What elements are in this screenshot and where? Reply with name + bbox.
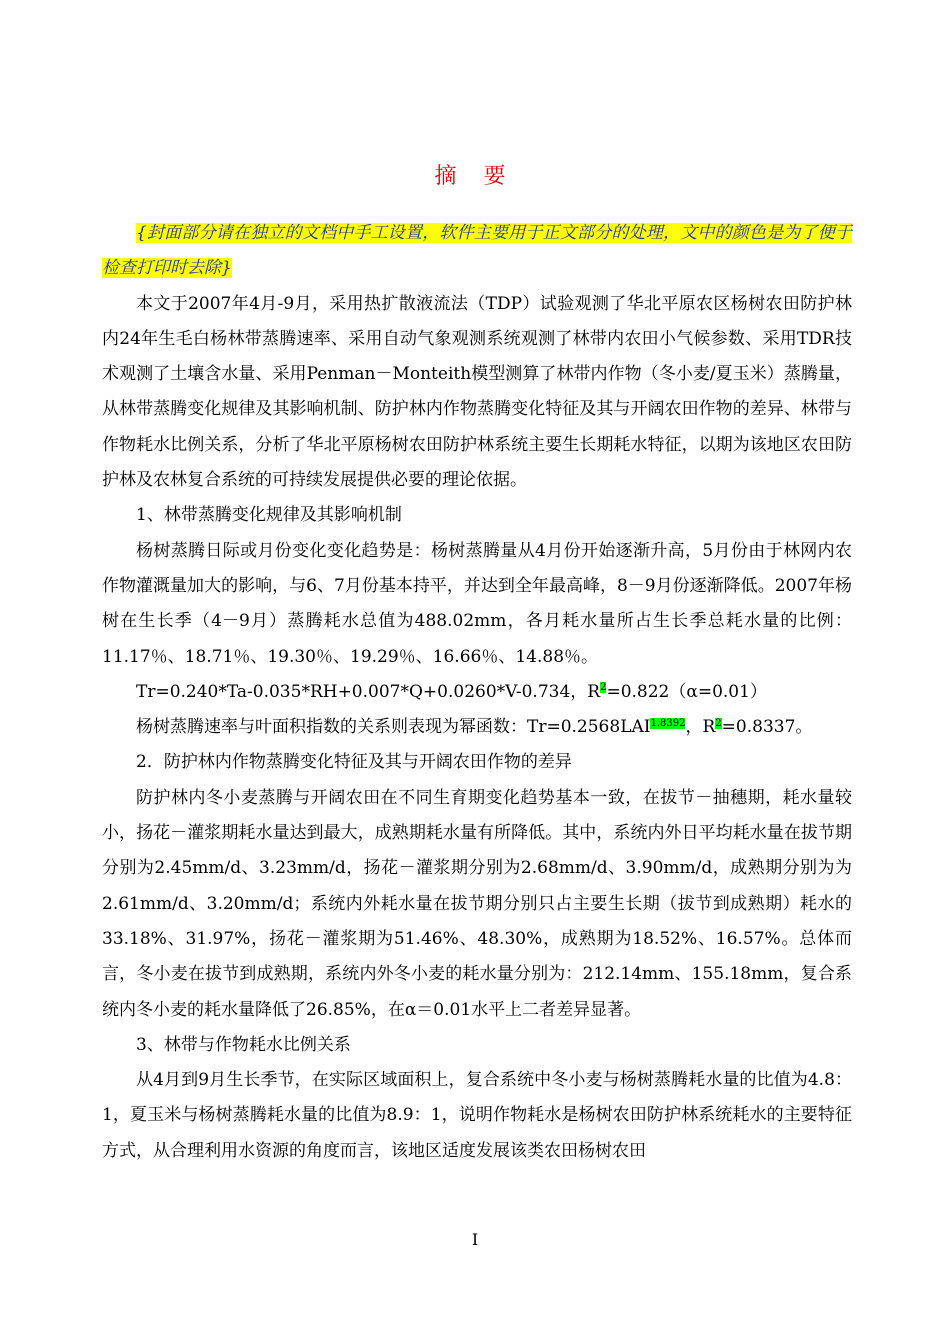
editor-note-text: {封面部分请在独立的文档中手工设置，软件主要用于正文部分的处理，文中的颜色是为了便于检查打印时去除}: [102, 223, 852, 279]
paragraph-crop: 防护林内冬小麦蒸腾与开阔农田在不同生育期变化趋势基本一致，在拔节－抽穗期，耗水量较小，扬花－灌浆期耗水量达到最大，成熟期耗水量有所降低。其中，系统内外日平均耗水量在拔节期分别为2.45mm/d、3.23mm/d，扬花－灌浆期分别为2.68mm/d、3.90mm/d，成熟期分别为为2.61mm/d、3.20mm/d；系统内外耗水量在拔节期分别只占主要生长期（拔节到成熟期）耗水的33.18%、31.97%，扬花－灌浆期为51.46%、48.30%，成熟期为18.52%、16.57%。总体而言，冬小麦在拔节到成熟期，系统内外冬小麦的耗水量分别为：212.14mm、155.18mm，复合系统内冬小麦的耗水量降低了26.85%，在α＝0.01水平上二者差异显著。: [102, 787, 852, 1020]
editor-note: [102, 216, 852, 287]
formula-power-main: 杨树蒸腾速率与叶面积指数的关系则表现为幂函数：Tr=0.2568LAI: [136, 717, 651, 738]
formula-power-mid: ，R: [685, 717, 716, 738]
formula-regression-tail: =0.822（α=0.01）: [606, 681, 767, 702]
section-heading-1: 1、林带蒸腾变化规律及其影响机制: [136, 505, 402, 526]
paragraph-intro: 本文于2007年4月-9月，采用热扩散液流法（TDP）试验观测了华北平原农区杨树农田防护林内24年生毛白杨林带蒸腾速率、采用自动气象观测系统观测了林带内农田小气候参数、采用TDR技术观测了土壤含水量、采用Penman－Monteith模型测算了林带内作物（冬小麦/夏玉米）蒸腾量，从林带蒸腾变化规律及其影响机制、防护林内作物蒸腾变化特征及其与开阔农田作物的差异、林带与作物耗水比例关系，分析了华北平原杨树农田防护林系统主要生长期耗水特征，以期为该地区农田防护林及农林复合系统的可持续发展提供必要的理论依据。: [102, 293, 852, 491]
section-heading-2: 2．防护林内作物蒸腾变化特征及其与开阔农田作物的差异: [136, 752, 572, 773]
formula-power-tail: =0.8337。: [721, 717, 813, 738]
formula-regression-superscript: 2: [600, 682, 607, 694]
formula-regression: [102, 675, 852, 710]
paragraph-ratio: 从4月到9月生长季节，在实际区域面积上，复合系统中冬小麦与杨树蒸腾耗水量的比值为4.8：1，夏玉米与杨树蒸腾耗水量的比值为8.9：1，说明作物耗水是杨树农田防护林系统耗水的主要特征方式，从合理利用水资源的角度而言，该地区适度发展该类农田杨树农田: [102, 1070, 852, 1161]
formula-power-superscript: 2: [715, 717, 722, 729]
formula-power: [102, 710, 852, 745]
page-title: 摘 要: [434, 164, 516, 189]
abstract-body: [102, 216, 852, 1169]
formula-regression-main: Tr=0.240*Ta-0.035*RH+0.007*Q+0.0260*V-0.734，R: [136, 681, 601, 702]
section-heading-3: 3、林带与作物耗水比例关系: [136, 1034, 351, 1055]
formula-power-exponent: 1.8392: [650, 717, 686, 729]
page-number: I: [471, 1230, 479, 1249]
paragraph-transpiration: 杨树蒸腾日际或月份变化变化趋势是：杨树蒸腾量从4月份开始逐渐升高，5月份由于林网内农作物灌溉量加大的影响，与6、7月份基本持平，并达到全年最高峰，8－9月份逐渐降低。2007年杨树在生长季（4－9月）蒸腾耗水总值为488.02mm，各月耗水量所占生长季总耗水量的比例：11.17％、18.71％、19.30％、19.29％、16.66％、14.88％。: [102, 540, 852, 667]
